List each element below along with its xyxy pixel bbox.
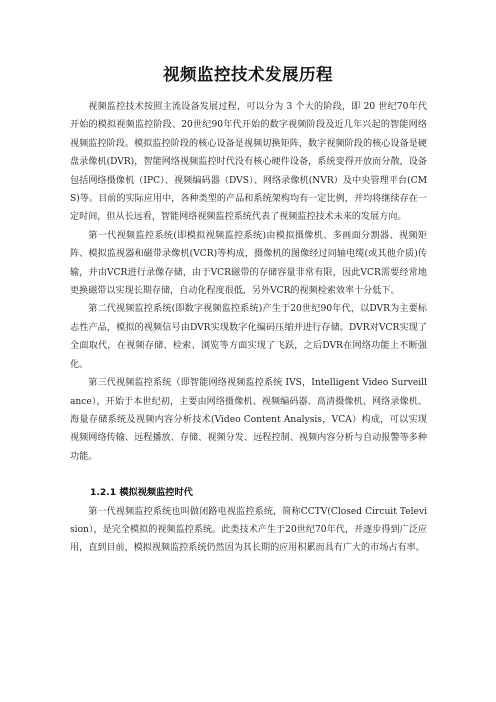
paragraph-second-generation: 第二代视频监控系统(即数字视频监控系统)产生于20世纪90年代，以DVR为主要标志性产品，模拟的视频信号由DVR实现数字化编码压缩并进行存储。DVR对VCR实现了全面取代，在视频存储、检索、浏览等方面实现了飞跃，之后DVR在网络功能上不断强化。 — [70, 304, 427, 370]
paragraph-third-generation: 第三代视频监控系统（即智能网络视频监控系统 IVS，Intelligent Video Surveillance），开始于本世纪初，主要由网络摄像机、视频编码器、高清摄像机、网络录像机、海量存储系统及视频内容分析技术(Video Content Analysis，VCA）构成，可以实现视频网络传输、远程播放、存储、视频分发、远程控制、视频内容分析与自动报警等多种功能。 — [70, 378, 427, 462]
document-body — [70, 98, 427, 558]
section-heading-analog-era: 1.2.1 模拟视频监控时代 — [90, 487, 193, 499]
paragraph-overview: 视频监控技术按照主流设备发展过程，可以分为 3 个大的阶段，即 20 世纪70年代开始的模拟视频监控阶段、20世纪90年代开始的数字视频阶段及近几年兴起的智能网络视频监控阶段。模拟监控阶段的核心设备是视频切换矩阵，数字视频阶段的核心设备是硬盘录像机(DVR)，智能网络视频监控时代没有核心硬件设备，系统变得开放而分散，设备包括网络摄像机（IPC）、视频编码器（DVS）、网络录像机(NVR）及中央管理平台(CMS)等。目前的实际应用中，各种类型的产品和系统架构均有一定比例，并均将继续存在一定时间，但从长远看，智能网络视频监控系统代表了视频监控技术未来的发展方向。 — [70, 102, 427, 223]
paragraph-analog-era: 第一代视频监控系统也叫做闭路电视监控系统，简称CCTV(Closed Circuit Television），是完全模拟的视频监控系统。此类技术产生于20世纪70年代，并逐步得到广泛应用，直到目前，模拟视频监控系统仍然因为其长期的应用积累而具有广大的市场占有率。 — [70, 506, 427, 554]
paragraph-first-generation: 第一代视频监控系统(即模拟视频监控系统)由模拟摄像机、多画面分割器、视频矩阵、模拟监视器和磁带录像机(VCR)等构成，摄像机的图像经过同轴电缆(或其他介质)传输，并由VCR进行录像存储，由于VCR磁带的存储容量非常有限，因此VCR需要经常地更换磁带以实现长期存储，自动化程度很低，另外VCR的视频检索效率十分低下。 — [70, 230, 427, 297]
document-title: 视频监控技术发展历程 — [163, 65, 333, 84]
